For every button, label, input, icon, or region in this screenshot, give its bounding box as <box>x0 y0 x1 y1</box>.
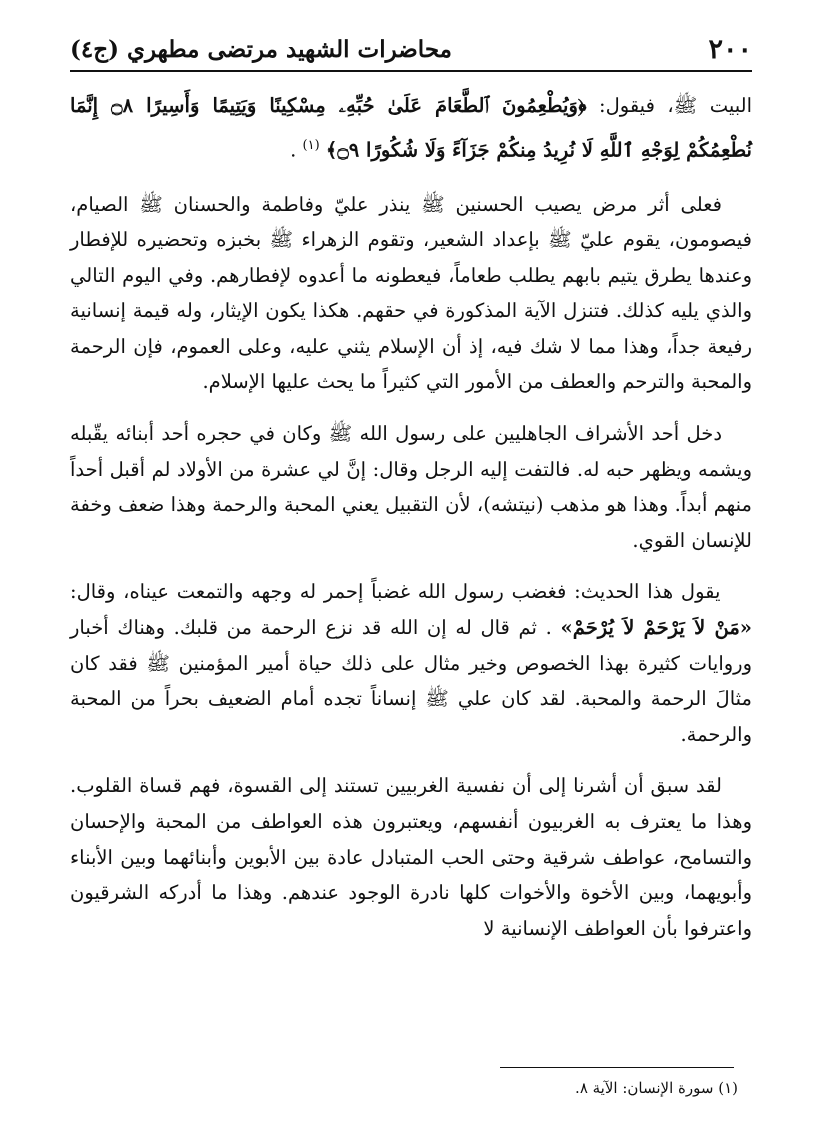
footnote-divider <box>500 1067 734 1068</box>
paragraph-jahili-noble: دخل أحد الأشراف الجاهليين على رسول الله ﷺ وكان في حجره أحد أبنائه يقّبله ويشمه ويظهر حبه له. فالتفت إليه الرجل وقال: إنَّ لي عشرة من الأولاد لم أقبل أحداً منهم أبداً. وهذا هو مذهب (نيتشه)، لأن التقبيل يعني المحبة والرحمة وهذا ضعف وخفة للإنسان القوي. <box>70 422 752 552</box>
body-text <box>70 86 752 946</box>
page-header <box>70 28 752 72</box>
footnote-reference: (١) <box>302 138 320 153</box>
hadith-intro: يقول هذا الحديث: فغضب رسول الله غضباً إحمر له وجهه والتمعت عيناه، وقال: <box>70 580 721 604</box>
footnote: (١) سورة الإنسان: الآية ٨. <box>575 1079 738 1097</box>
hadith-continuation: . ثم قال له إن الله قد نزع الرحمة من قلبك. وهناك أخبار وروايات كثيرة بهذا الخصوص وخير مثال على ذلك حياة أمير المؤمنين ﷺ فقد كان مثالَ الرحمة والمحبة. لقد كان علي ﷺ إنساناً تجده أمام الضعيف بحراً من المحبة والرحمة. <box>70 616 752 746</box>
verse-intro: البيت ﷺ، فيقول: <box>586 94 752 117</box>
paragraph-westerners: لقد سبق أن أشرنا إلى أن نفسية الغربيين تستند إلى القسوة، فهم قساة القلوب. وهذا ما يعترف به الغربيون أنفسهم، ويعتبرون هذه العواطف من المحبة والإحسان والتسامح، عواطف شرقية وحتى الحب المتبادل عادة بين الأبوين وأبنائهما وبين الأبناء وأبويهما، وبين الأخوة والأخوات كلها نادرة الوجود عندهم. وهذا ما أدركه الشرقيون واعترفوا بأن العواطف الإنسانية لا <box>70 774 752 940</box>
paragraph-ithar: فعلى أثر مرض يصيب الحسنين ﷺ ينذر عليّ وفاطمة والحسنان ﷺ الصيام، فيصومون، يقوم عليّ ﷺ بإعداد الشعير، وتقوم الزهراء ﷺ بخبزه وتحضيره للإفطار وعندها يطرق يتيم بابهم يطلب طعاماً، فيعطونه ما أعدوه لإفطارهم. وفي اليوم التالي والذي يليه كذلك. فتنزل الآية المذكورة في حقهم. هكذا يكون الإيثار، وله قيمة إنسانية رفيعة جداً، وهذا مما لا شك فيه، إذ أن الإسلام يثني عليه، وعلى العموم، فإن الرحمة والمحبة والترحم والعطف من الأمور التي كثيراً ما يحث عليها الإسلام. <box>70 192 752 394</box>
quran-verse: ﴿وَيُطْعِمُونَ ٱلطَّعَامَ عَلَىٰ حُبِّهِۦ مِسْكِينًا وَيَتِيمًا وَأَسِيرًا ۝٨ إِنَّمَا نُطْعِمُكُمْ لِوَجْهِ ٱللَّهِ لَا نُرِيدُ مِنكُمْ جَزَآءً وَلَا شُكُورًا ۝٩﴾ <box>70 94 752 162</box>
page-number: ٢٠٠ <box>708 33 752 65</box>
paragraph-hadith <box>70 574 752 752</box>
paragraph-quran-verse <box>70 86 752 171</box>
verse-end: . <box>290 138 297 162</box>
hadith-quote: «مَنْ لاَ يَرْحَمْ لاَ يُرْحَمْ» <box>560 616 752 640</box>
running-title: محاضرات الشهيد مرتضى مطهري (ج٤) <box>70 35 452 63</box>
